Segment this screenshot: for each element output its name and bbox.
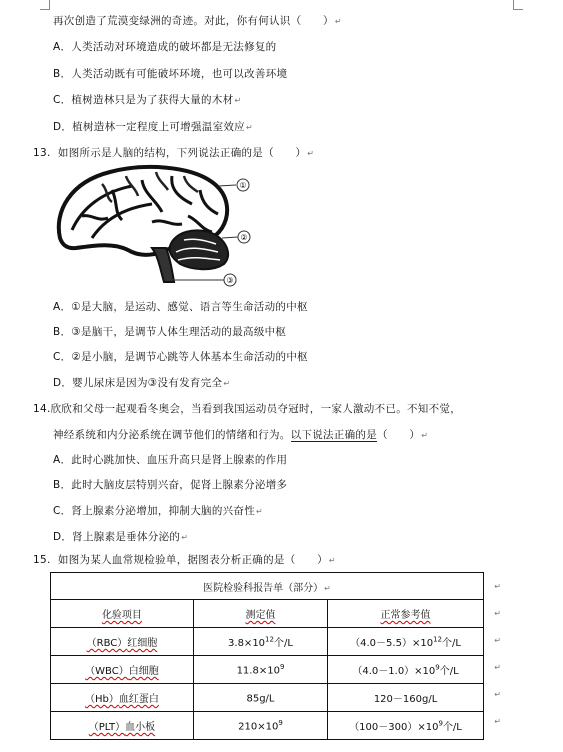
q14-option-d: D．肾上腺素是垂体分泌的↵	[53, 531, 189, 543]
header-item: 化验项目	[51, 600, 194, 628]
row-end-mark: ↵	[494, 609, 501, 618]
q14-option-a: A．此时心跳加快、血压升高只是肾上腺素的作用	[53, 454, 288, 466]
row-end-mark: ↵	[494, 636, 501, 645]
q13-option-d: D．婴儿尿床是因为③没有发育完全↵	[53, 377, 231, 389]
cell-item: （WBC）白细胞	[51, 656, 194, 684]
cell-item: （Hb）血红蛋白	[51, 684, 194, 712]
q14-option-b: B．此时大脑皮层特别兴奋，促肾上腺素分泌增多	[53, 479, 288, 491]
header-reference: 正常参考值	[328, 600, 484, 628]
header-value: 测定值	[193, 600, 327, 628]
q13-stem: 13. 如图所示是人脑的结构，下列说法正确的是（ ）↵	[33, 147, 315, 159]
q13-option-a: A．①是大脑，是运动、感觉、语言等生命活动的中枢	[53, 301, 308, 313]
cell-value: $3.8\times 10^{12}$个/L	[193, 628, 327, 656]
label-2: ②	[240, 233, 248, 242]
cell-value: $11.8\times 10^9$	[193, 656, 327, 684]
q12-stem: 再次创造了荒漠变绿洲的奇迹。对此，你有何认识（ ）↵	[53, 15, 342, 27]
page-corner-mark-left	[40, 0, 50, 10]
table-row	[51, 628, 484, 656]
cerebellum-shape	[169, 230, 228, 269]
q14-option-c: C．肾上腺素分泌增加，抑制大脑的兴奋性↵	[53, 505, 264, 517]
table-row	[51, 656, 484, 684]
page-corner-mark-right	[513, 0, 523, 10]
q13-option-b: B．③是脑干，是调节人体生理活动的最高级中枢	[53, 326, 287, 338]
label-1: ①	[239, 181, 247, 190]
report-header-row	[51, 600, 484, 628]
q15-stem: 15. 如图为某人血常规检验单，据图表分析正确的是（ ）↵	[33, 554, 336, 566]
cell-value: 85g/L	[193, 684, 327, 712]
cell-reference: 120－160g/L	[328, 684, 484, 712]
blood-test-report-table	[50, 572, 484, 740]
report-title-row	[51, 573, 484, 600]
table-row	[51, 712, 484, 740]
row-end-mark: ↵	[494, 582, 501, 591]
row-end-mark: ↵	[494, 717, 501, 726]
q12-option-c: C．植树造林只是为了获得大量的木材↵	[53, 94, 242, 106]
brain-diagram	[52, 160, 257, 288]
q12-option-b: B．人类活动既有可能破坏环境，也可以改善环境	[53, 68, 288, 80]
row-end-mark: ↵	[494, 690, 501, 699]
q12-option-a: A．人类活动对环境造成的破坏都是无法修复的	[53, 41, 277, 53]
label-3: ③	[226, 276, 234, 285]
q14-stem-line2: 神经系统和内分泌系统在调节他们的情绪和行为。以下说法正确的是（ ）↵	[53, 429, 429, 441]
q12-option-d: D．植树造林一定程度上可增强温室效应↵	[53, 121, 253, 133]
q13-option-c: C．②是小脑，是调节心跳等人体基本生命活动的中枢	[53, 351, 308, 363]
q14-stem-line1: 14.欣欣和父母一起观看冬奥会，当看到我国运动员夺冠时，一家人激动不已。不知不觉，	[33, 403, 462, 415]
cell-reference: $(4.0-1.0)\times 10^9$个/L	[328, 656, 484, 684]
cell-value: $210\times 10^9$	[193, 712, 327, 740]
cell-item: （PLT）血小板	[51, 712, 194, 740]
cell-reference: $(100-300)\times 10^9$个/L	[328, 712, 484, 740]
row-end-mark: ↵	[494, 663, 501, 672]
cell-item: （RBC）红细胞	[51, 628, 194, 656]
report-title: 医院检验科报告单（部分）↵	[51, 573, 484, 600]
table-row	[51, 684, 484, 712]
cell-reference: $(4.0-5.5)\times 10^{12}$个/L	[328, 628, 484, 656]
